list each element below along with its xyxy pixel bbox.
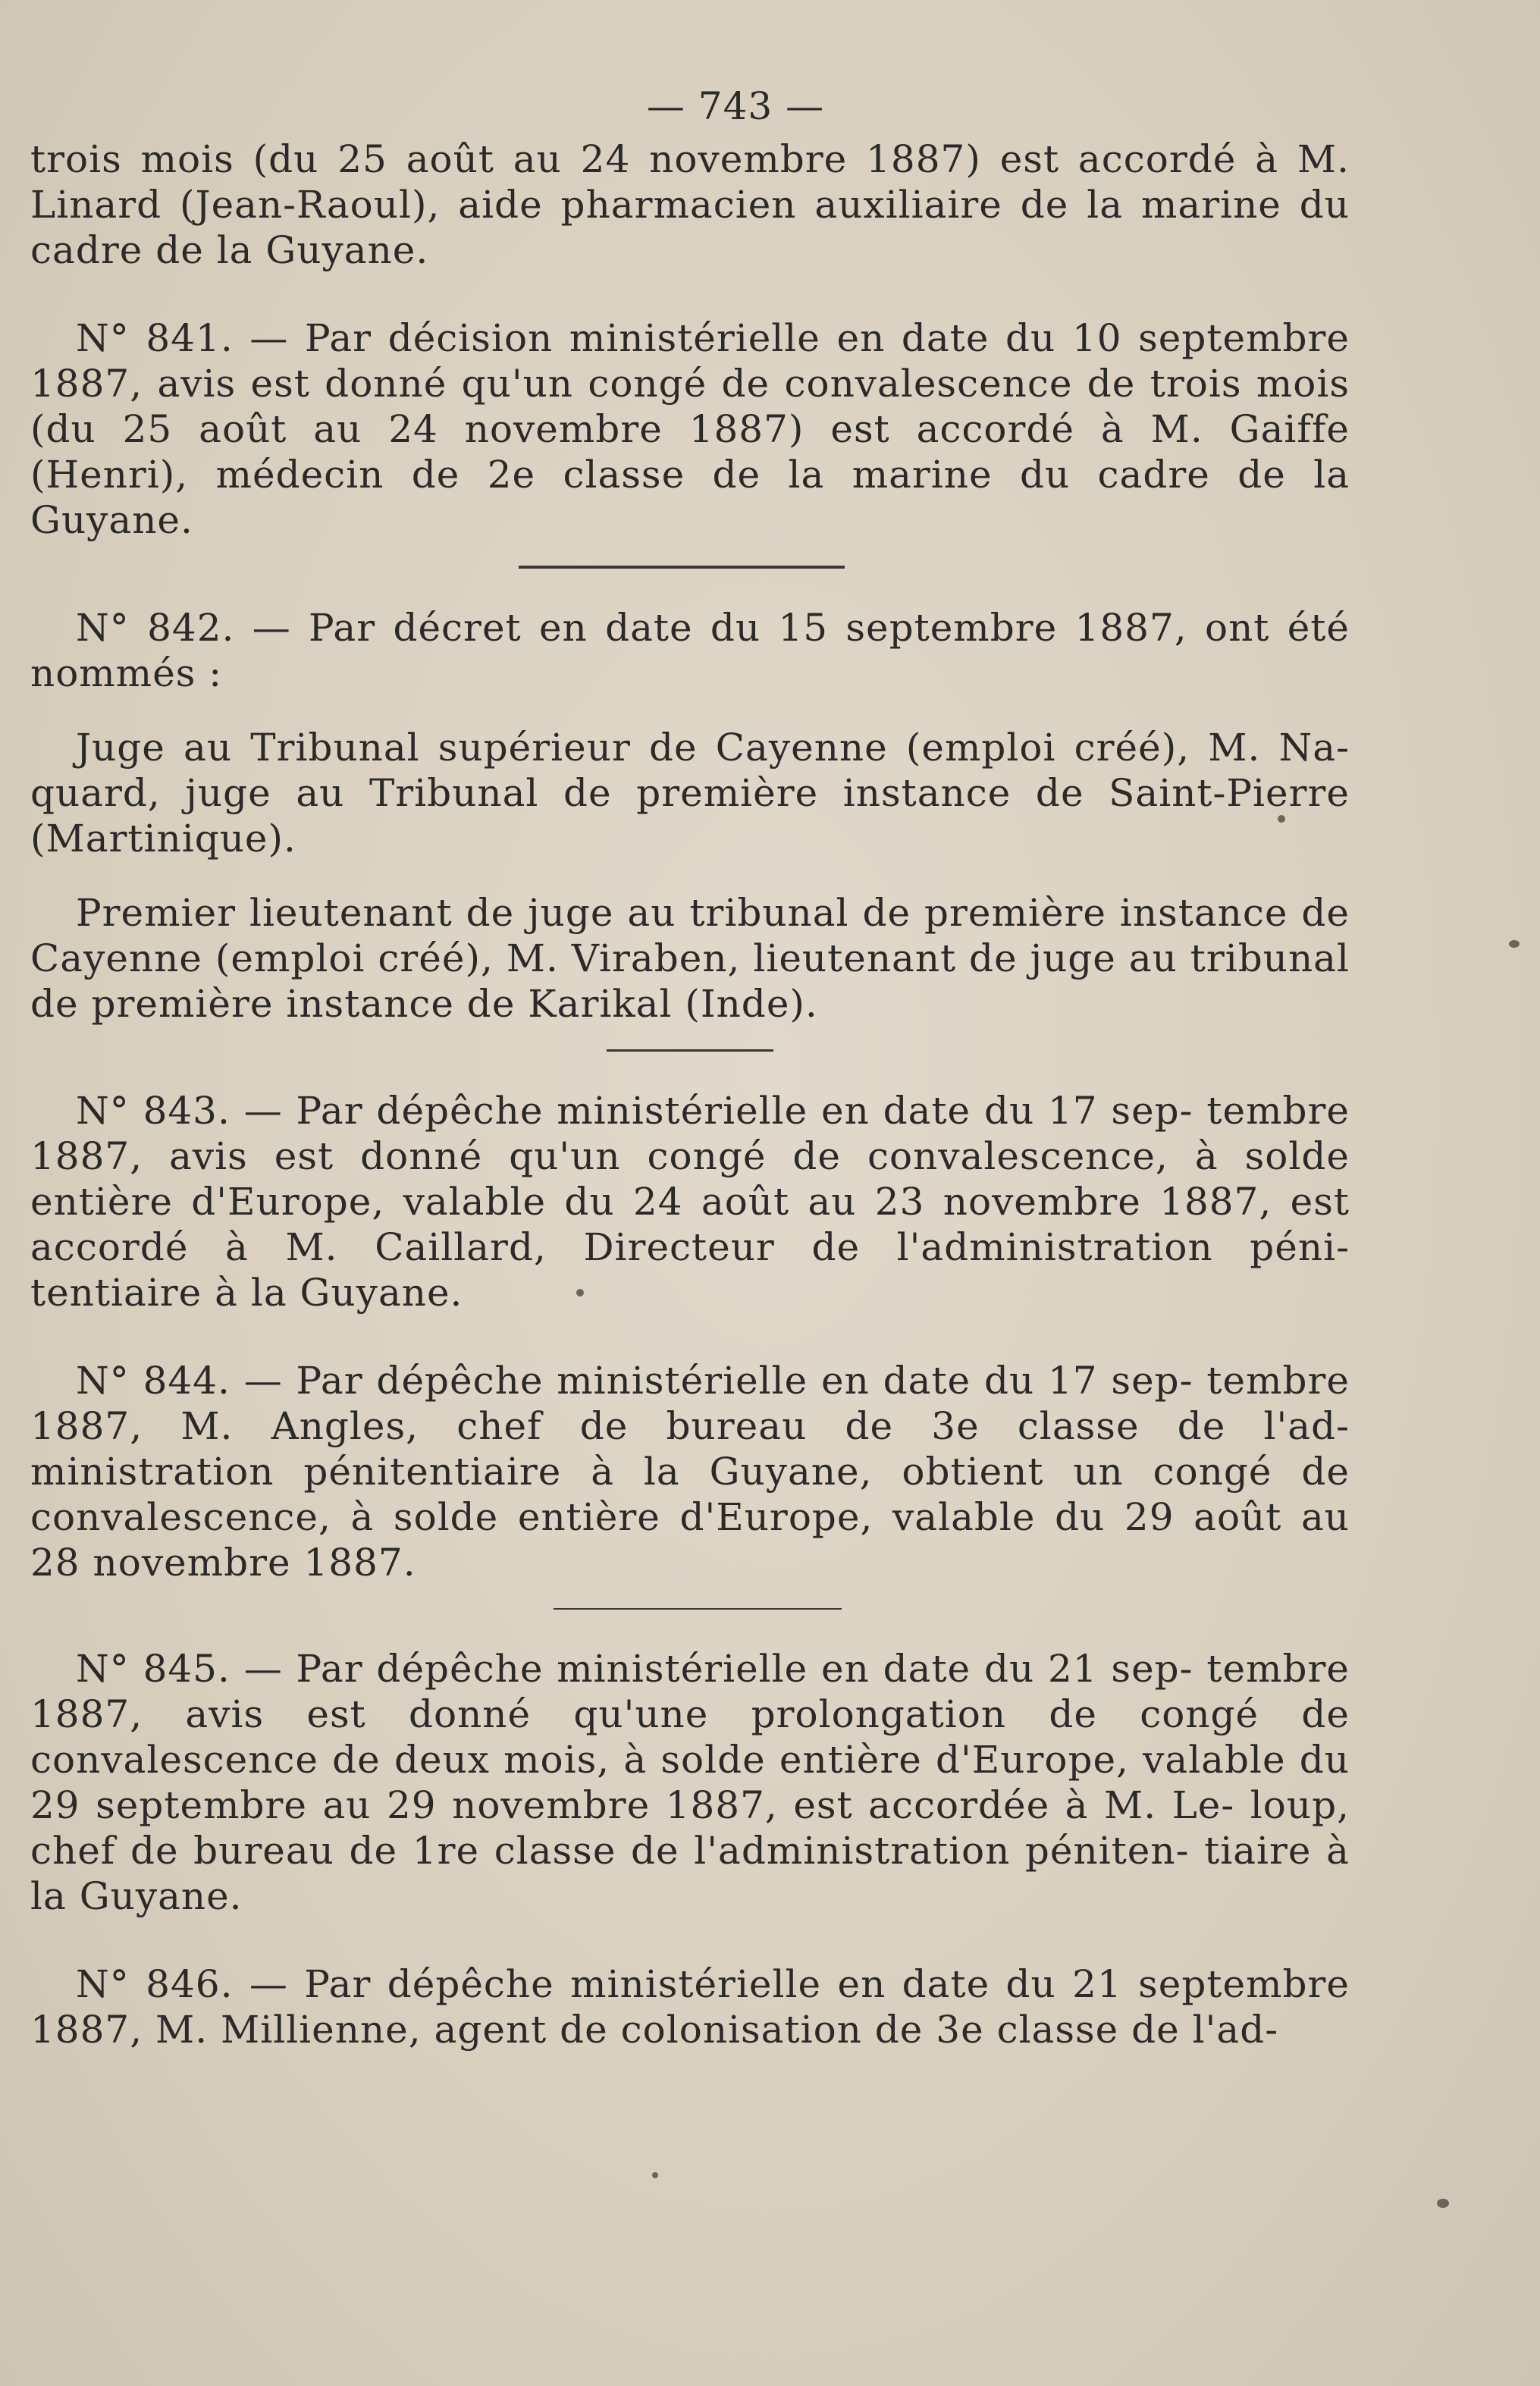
text-line: de Cayenne (emploi créé), M. Viraben, lieutenant de juge au: [30, 891, 1350, 980]
text-line: N° 841. — Par décision ministérielle en date du 10 septembre: [76, 316, 1350, 360]
paragraph-844: [30, 1358, 1350, 1585]
text-line: tembre 1887, avis est donné qu'une prolongation de congé de: [30, 1647, 1350, 1736]
text-line: Premier lieutenant de juge au tribunal de première instance: [76, 891, 1288, 935]
section-divider: [554, 1608, 842, 1610]
text-line: N° 846. — Par dépêche ministérielle en date du 21 septembre: [76, 1962, 1350, 2006]
section-divider: [519, 566, 845, 569]
paper-speck: [1509, 940, 1520, 948]
text-line: convalescence de deux mois, à solde entière d'Europe, valable: [30, 1738, 1286, 1782]
paragraph-846: [30, 1961, 1350, 2052]
text-line: N° 845. — Par dépêche ministérielle en date du 21 sep-: [76, 1647, 1193, 1691]
text-line: 1887, avis est donné qu'un congé de convalescence de trois: [30, 362, 1242, 406]
text-line: M. Linard (Jean-Raoul), aide pharmacien auxiliaire de la: [30, 137, 1350, 227]
text-line: Juge au Tribunal supérieur de Cayenne (emploi créé), M. Na-: [76, 726, 1350, 770]
text-line: N° 844. — Par dépêche ministérielle en date du 17 sep-: [76, 1359, 1193, 1403]
text-line: marine du cadre de la Guyane.: [30, 183, 1350, 272]
text-line: tembre 1887, avis est donné qu'un congé de convalescence, à: [30, 1089, 1350, 1178]
page-number: — 743 —: [646, 84, 825, 128]
text-line: tiaire à la Guyane.: [30, 1829, 1350, 1918]
text-line: tembre 1887, M. Angles, chef de bureau de 3e classe de l'ad-: [30, 1359, 1350, 1448]
section-divider: [607, 1049, 773, 1052]
paper-speck: [576, 1289, 584, 1296]
paragraph-842-judge: [30, 725, 1350, 861]
paper-speck: [652, 2172, 658, 2178]
text-line: été nommés :: [30, 606, 1350, 695]
paragraph-842-lieutenant: [30, 890, 1350, 1027]
text-line: N° 842. — Par décret en date du 15 septembre 1887, ont: [76, 606, 1270, 650]
paragraph-841: [30, 315, 1350, 543]
text-line: convalescence, à solde entière d'Europe, valable du 29 août au: [30, 1495, 1350, 1539]
document-body: [30, 83, 1350, 2052]
paragraph-842: [30, 605, 1350, 696]
text-line: ministration pénitentiaire à la Guyane, obtient un congé de: [30, 1450, 1350, 1494]
text-line: est accordé à M. Caillard, Directeur de l'administration péni-: [30, 1180, 1350, 1269]
text-line: (Martinique).: [30, 817, 296, 861]
text-line: 1887, M. Millienne, agent de colonisation de 3e classe de l'ad-: [30, 2008, 1279, 2052]
text-line: (Henri), médecin de 2e classe de la marine du cadre de la: [30, 453, 1350, 497]
paragraph-845: [30, 1646, 1350, 1919]
text-line: trois mois (du 25 août au 24 novembre 1887) est accordé à: [30, 137, 1279, 181]
paper-speck: [1437, 2199, 1449, 2208]
text-line: Guyane.: [30, 498, 193, 542]
text-line: loup, chef de bureau de 1re classe de l'administration péniten-: [30, 1783, 1350, 1873]
text-line: N° 843. — Par dépêche ministérielle en date du 17 sep-: [76, 1089, 1193, 1133]
text-line: tribunal de première instance de Karikal (Inde).: [30, 936, 1350, 1026]
paper-speck: [1278, 815, 1285, 823]
text-line: du 29 septembre au 29 novembre 1887, est accordée à M. Le-: [30, 1738, 1350, 1827]
text-line: mois (du 25 août au 24 novembre 1887) est accordé à M. Gaiffe: [30, 362, 1350, 451]
paragraph-843: [30, 1088, 1350, 1315]
text-line: 28 novembre 1887.: [30, 1541, 416, 1585]
text-line: quard, juge au Tribunal de première instance de Saint-Pierre: [30, 771, 1350, 815]
text-line: solde entière d'Europe, valable du 24 août au 23 novembre 1887,: [30, 1134, 1350, 1224]
paragraph-continuation: [30, 136, 1350, 273]
text-line: tentiaire à la Guyane.: [30, 1271, 463, 1315]
